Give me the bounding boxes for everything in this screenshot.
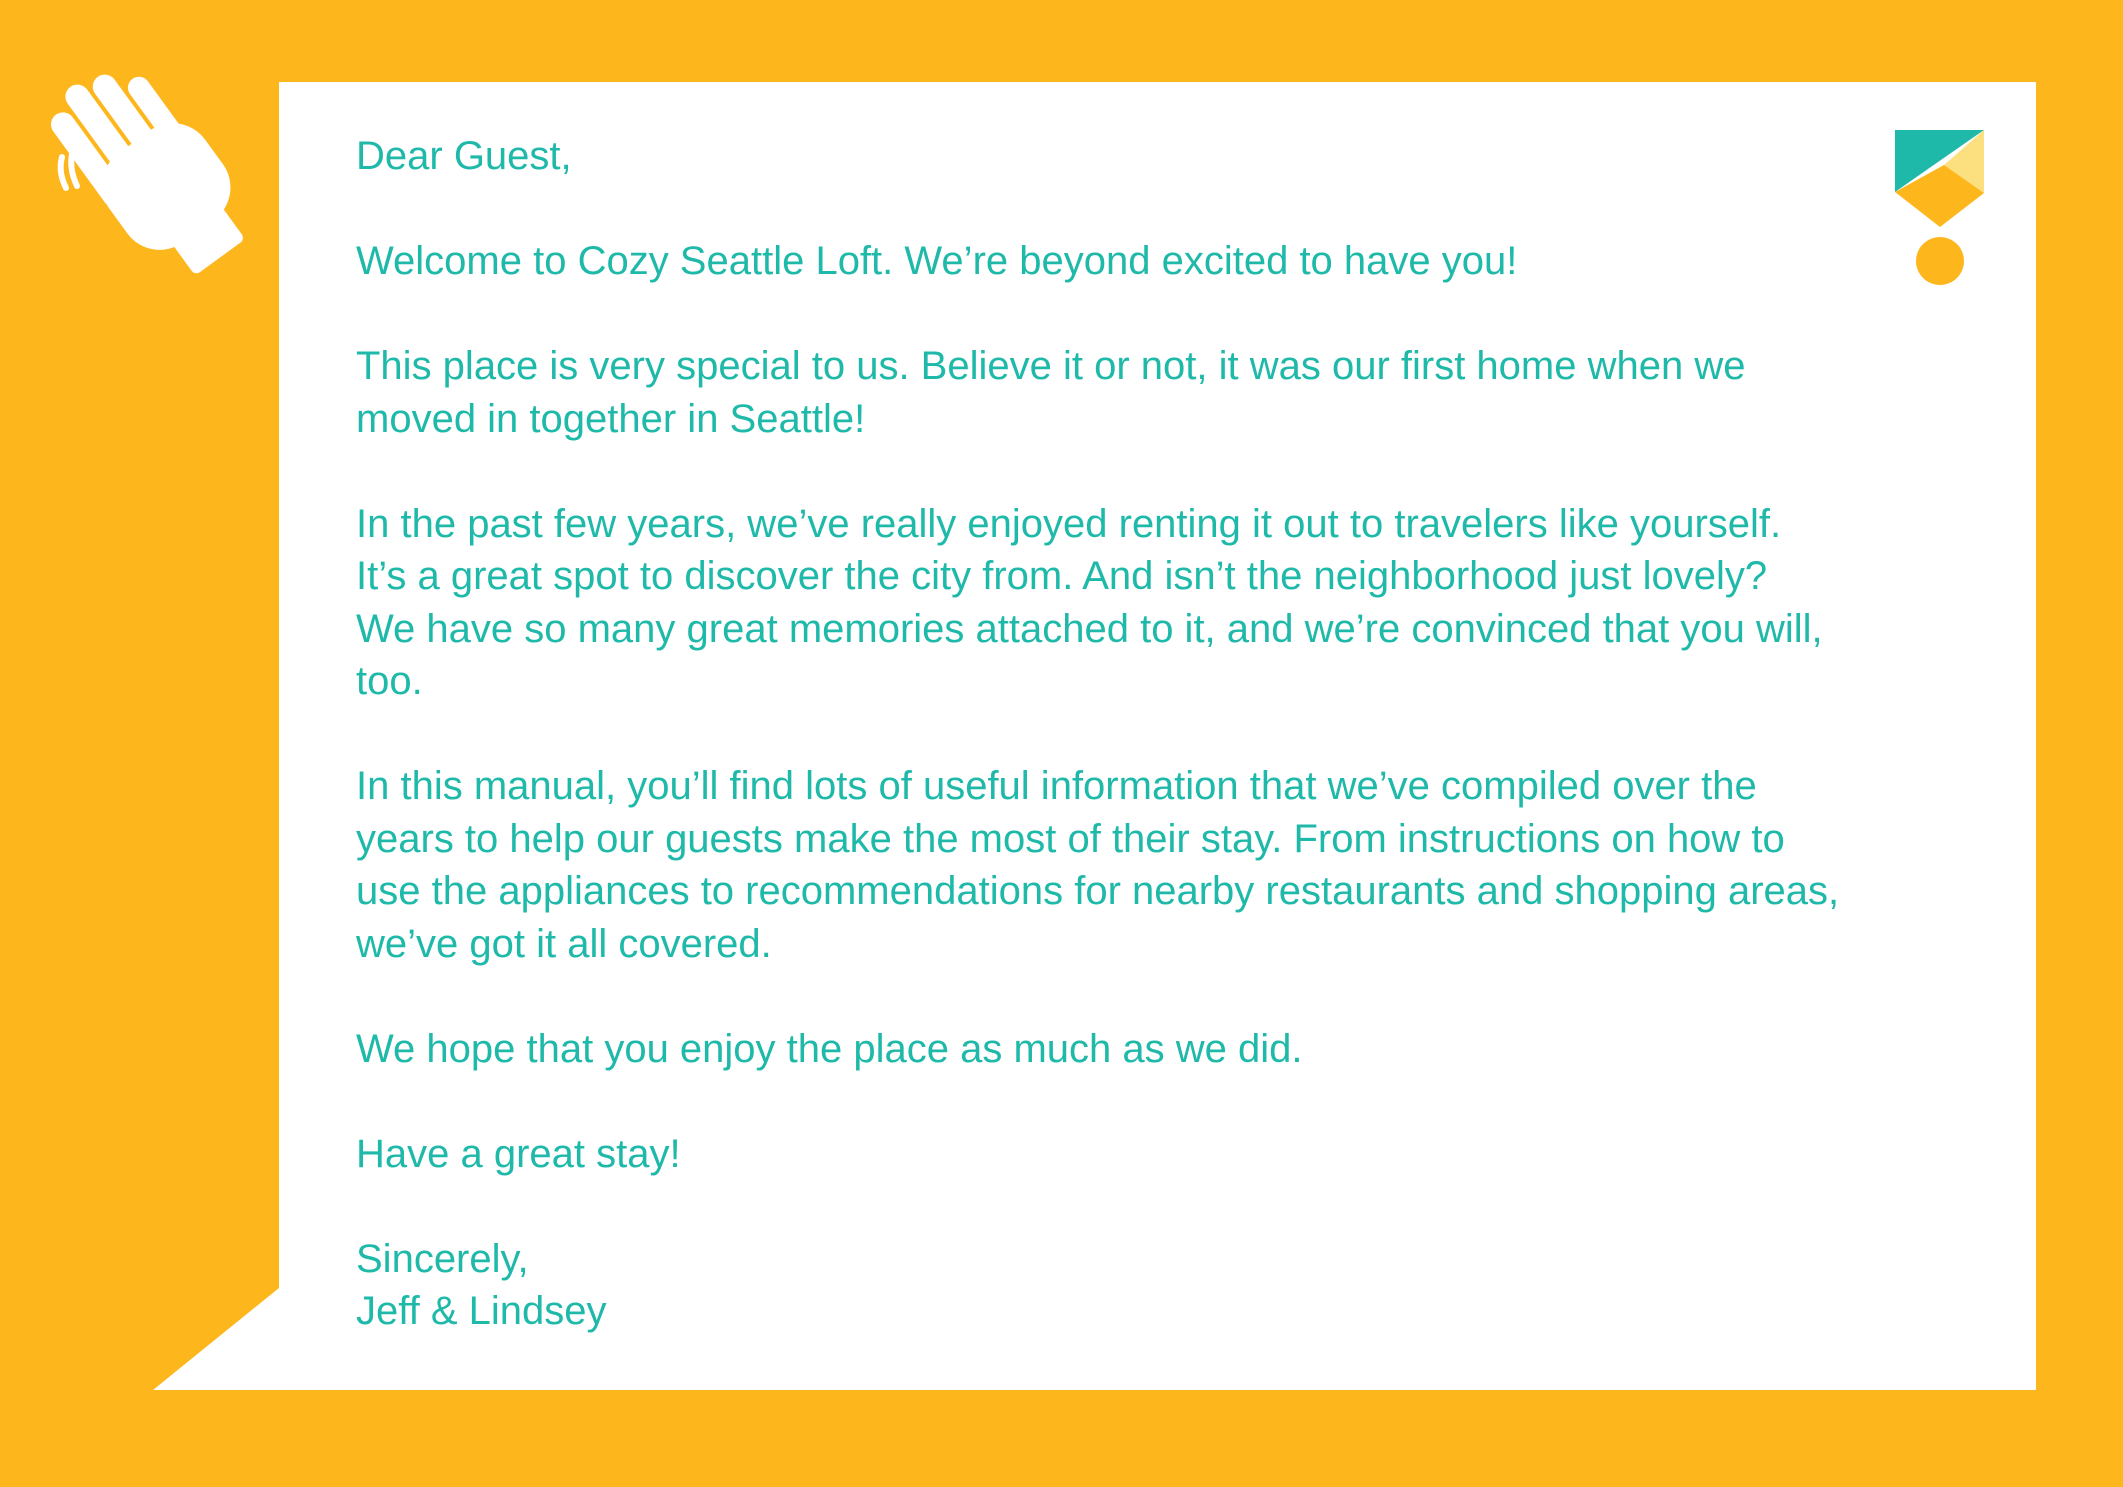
welcome-letter (356, 130, 1876, 1338)
letter-greeting: Dear Guest, (356, 134, 572, 178)
letter-paragraph-welcome: Welcome to Cozy Seattle Loft. We’re beyond excited to have you! (356, 239, 1518, 283)
logo-yellow-dot (1916, 237, 1964, 285)
hand-motion-lines (61, 150, 77, 188)
letter-paragraph-renting: In the past few years, we’ve really enjoyed renting it out to travelers like yourself. It’s a great spot to discover the city from. And isn’t the neighborhood just lovely? We have so many great memories attached to it, and we’re convinced that you will, too. (356, 501, 1823, 703)
waving-hand-icon (38, 41, 266, 293)
letter-paragraph-manual: In this manual, you’ll find lots of useful information that we’ve compiled over the years to help our guests make the most of their stay. From instructions on how to use the appliances to recommendations for nearby restaurants and shopping areas, we’ve got it all covered. (356, 764, 1840, 966)
letter-paragraph-hope: We hope that you enjoy the place as much as we did. (356, 1026, 1303, 1071)
letter-closing: Sincerely, (356, 1236, 529, 1281)
letter-paragraph-special-place: This place is very special to us. Believe it or not, it was our first home when we moved in together in Seattle! (356, 344, 1746, 441)
letter-paragraph-great-stay: Have a great stay! (356, 1131, 681, 1176)
letter-signature: Jeff & Lindsey (356, 1289, 607, 1333)
